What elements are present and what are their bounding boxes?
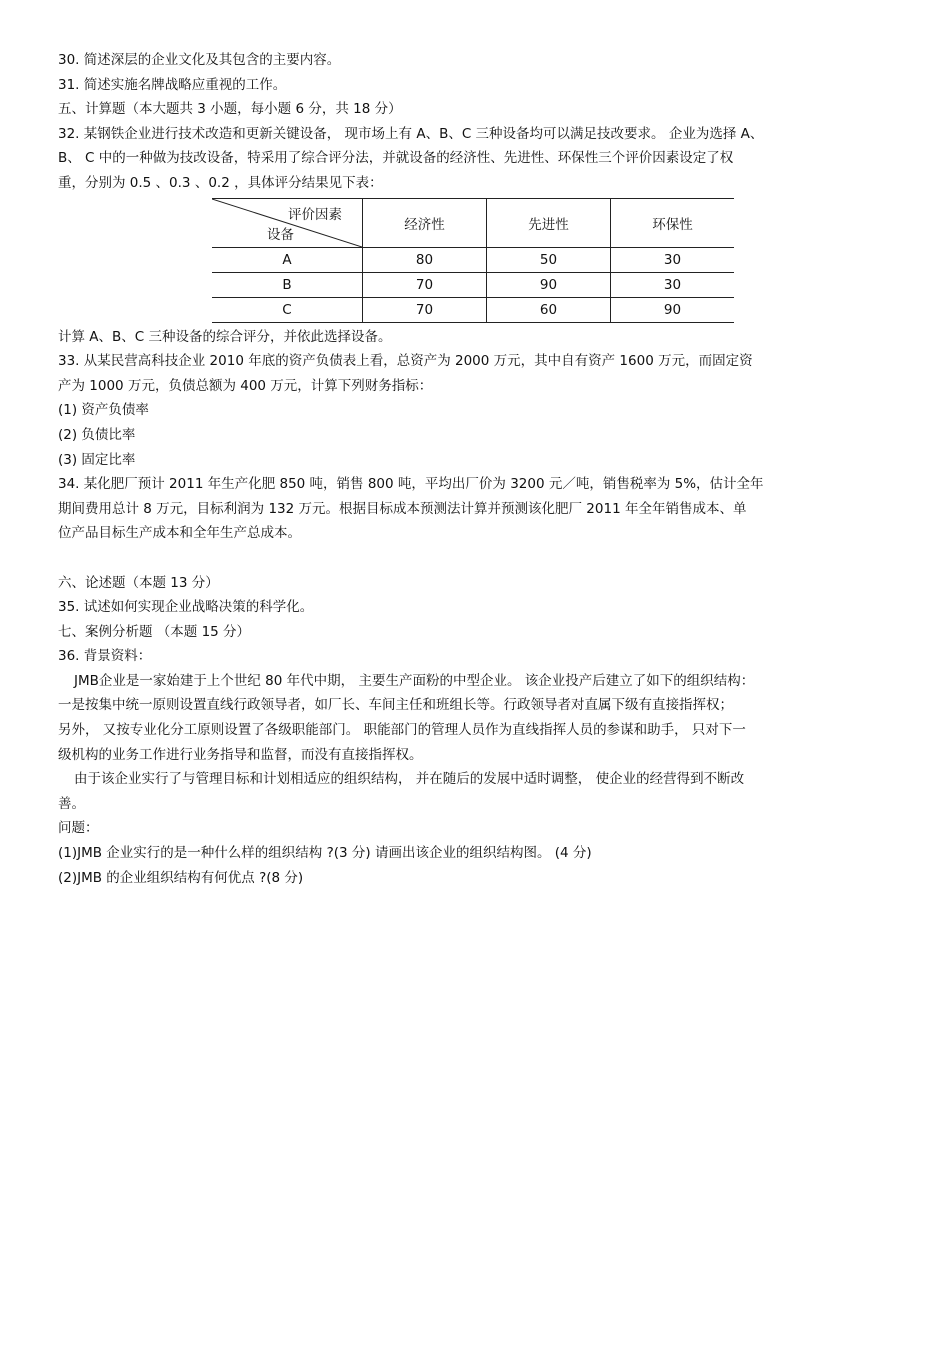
question-34-line-1: 34. 某化肥厂预计 2011 年生产化肥 850 吨，销售 800 吨，平均出厂价为 3200 元／吨，销售税率为 5%，估计全年 <box>58 476 764 493</box>
question-32-line-3: 重，分别为 0.5 、0.3 、0.2 ，具体评分结果见下表： <box>58 174 383 191</box>
case-paragraph-line: 另外， 又按专业化分工原则设置了各级职能部门。 职能部门的管理人员作为直线指挥人员的参谋和助手， 只对下一 <box>58 722 746 739</box>
question-33-line-1: 33. 从某民营高科技企业 2010 年底的资产负债表上看，总资产为 2000 万元，其中自有资产 1600 万元，而固定资 <box>58 353 753 370</box>
case-paragraph-line: 一是按集中统一原则设置直线行政领导者，如厂长、车间主任和班组长等。行政领导者对直属下级有直接指挥权； <box>58 697 733 714</box>
question-32-task: 计算 A、B、C 三种设备的综合评分，并依此选择设备。 <box>58 328 392 345</box>
table-cell: 30 <box>611 247 735 272</box>
question-32-line-2: B、 C 中的一种做为技改设备，特采用了综合评分法，并就设备的经济性、先进性、环保性三个评价因素设定了权 <box>58 150 734 167</box>
blank-line <box>58 546 898 571</box>
questions-label: 问题： <box>58 820 99 837</box>
table-row <box>212 272 734 297</box>
corner-device-label: 设备 <box>267 226 294 243</box>
section-6-heading: 六、论述题（本题 13 分） <box>58 574 219 591</box>
section-7-heading: 七、案例分析题 （本题 15 分） <box>58 623 251 640</box>
case-paragraph-line: 善。 <box>58 795 85 812</box>
question-31: 31. 简述实施名牌战略应重视的工作。 <box>58 76 287 93</box>
table-cell: 70 <box>363 297 487 322</box>
table-cell: 90 <box>611 297 735 322</box>
case-paragraph-line: 级机构的业务工作进行业务指导和监督，而没有直接指挥权。 <box>58 746 423 763</box>
case-question-1: (1)JMB 企业实行的是一种什么样的组织结构 ?(3 分) 请画出该企业的组织结构图。 (4 分) <box>58 845 592 862</box>
table-corner-cell <box>212 198 363 247</box>
row-label: C <box>212 297 363 322</box>
column-header: 经济性 <box>363 198 487 247</box>
row-label: A <box>212 247 363 272</box>
table-header-row <box>212 198 734 247</box>
exam-page <box>58 48 898 890</box>
score-table <box>212 198 734 323</box>
question-30: 30. 简述深层的企业文化及其包含的主要内容。 <box>58 52 341 68</box>
row-label: B <box>212 272 363 297</box>
case-question-2: (2)JMB 的企业组织结构有何优点 ?(8 分) <box>58 869 304 886</box>
column-header: 先进性 <box>487 198 611 247</box>
table-cell: 70 <box>363 272 487 297</box>
table-row <box>212 247 734 272</box>
table-cell: 80 <box>363 247 487 272</box>
question-33-item-3: (3) 固定比率 <box>58 451 136 468</box>
question-34-line-2: 期间费用总计 8 万元，目标利润为 132 万元。根据目标成本预测法计算并预测该化肥厂 2011 年全年销售成本、单 <box>58 500 747 517</box>
section-5-heading: 五、计算题（本大题共 3 小题，每小题 6 分，共 18 分） <box>58 101 402 118</box>
table-cell: 30 <box>611 272 735 297</box>
question-36: 36. 背景资料： <box>58 648 152 665</box>
case-paragraph-line: 由于该企业实行了与管理目标和计划相适应的组织结构， 并在随后的发展中适时调整， 使企业的经营得到不断改 <box>74 771 745 788</box>
question-33-item-1: (1) 资产负债率 <box>58 402 149 419</box>
question-33-line-2: 产为 1000 万元，负债总额为 400 万元，计算下列财务指标： <box>58 377 433 394</box>
table-cell: 50 <box>487 247 611 272</box>
question-32-line-1: 32. 某钢铁企业进行技术改造和更新关键设备， 现市场上有 A、B、C 三种设备均可以满足技改要求。 企业为选择 A、 <box>58 125 764 142</box>
question-35: 35. 试述如何实现企业战略决策的科学化。 <box>58 599 314 616</box>
column-header: 环保性 <box>611 198 735 247</box>
table-cell: 90 <box>487 272 611 297</box>
table-cell: 60 <box>487 297 611 322</box>
question-34-line-3: 位产品目标生产成本和全年生产总成本。 <box>58 525 301 542</box>
corner-factor-label: 评价因素 <box>288 206 342 223</box>
case-paragraph-line: JMB企业是一家始建于上个世纪 80 年代中期， 主要生产面粉的中型企业。 该企业投产后建立了如下的组织结构： <box>74 672 755 689</box>
question-33-item-2: (2) 负债比率 <box>58 426 136 443</box>
table-row <box>212 297 734 322</box>
